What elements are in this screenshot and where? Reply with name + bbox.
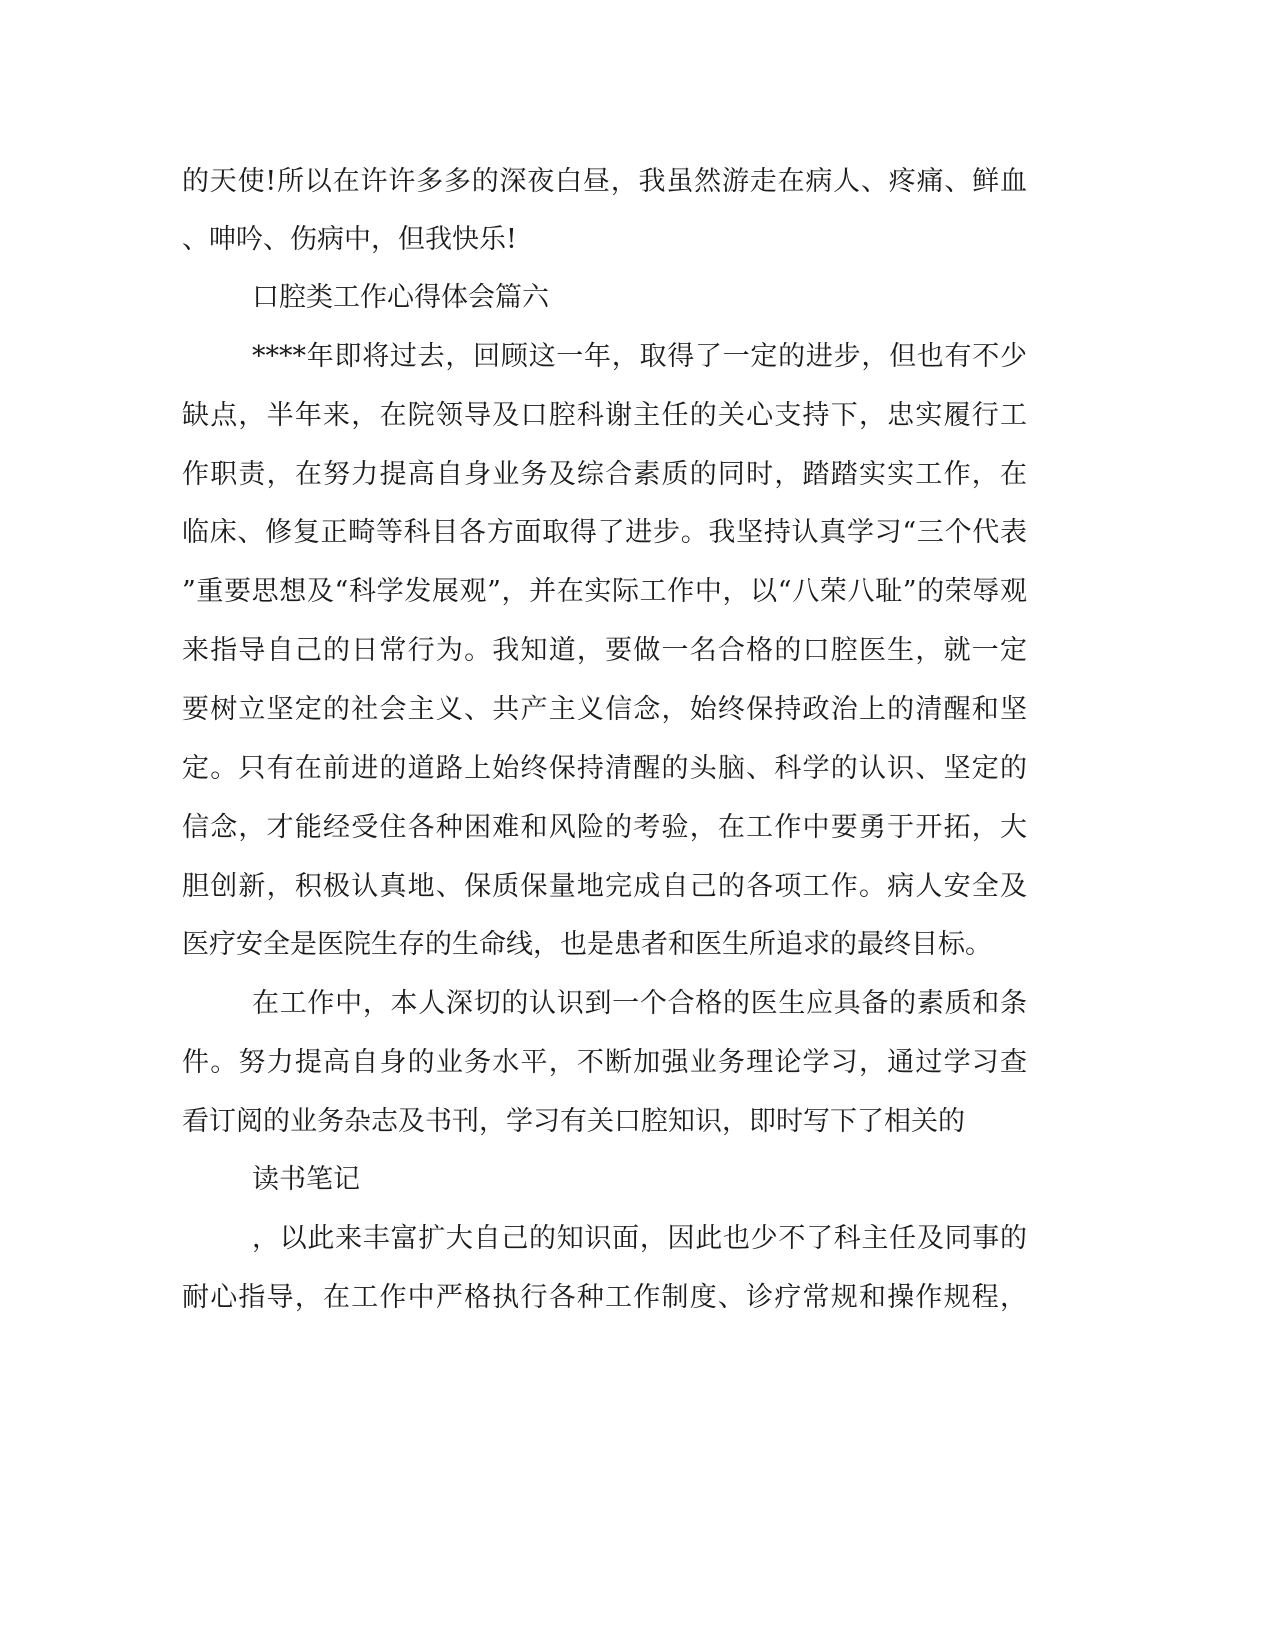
text-line: 耐心指导，在工作中严格执行各种工作制度、诊疗常规和操作规程， xyxy=(182,1282,1027,1313)
text-line: 件。努力提高自身的业务水平，不断加强业务理论学习，通过学习查 xyxy=(182,1047,1027,1078)
text-line: 看订阅的业务杂志及书刊，学习有关口腔知识，即时写下了相关的 xyxy=(182,1106,965,1137)
text-line: ，以此来丰富扩大自己的知识面，因此也少不了科主任及同事的 xyxy=(252,1223,1027,1254)
text-line: 医疗安全是医院生存的生命线，也是患者和医生所追求的最终目标。 xyxy=(182,929,992,960)
text-line: 、呻吟、伤病中，但我快乐! xyxy=(182,224,517,255)
section-heading: 口腔类工作心得体会篇六 xyxy=(252,282,549,313)
text-line: 作职责，在努力提高自身业务及综合素质的同时，踏踏实实工作，在 xyxy=(182,459,1027,490)
text-line: 临床、修复正畸等科目各方面取得了进步。我坚持认真学习“三个代表 xyxy=(182,517,1027,548)
text-line: ****年即将过去，回顾这一年，取得了一定的进步，但也有不少 xyxy=(252,341,1027,372)
text-line: 缺点，半年来，在院领导及口腔科谢主任的关心支持下，忠实履行工 xyxy=(182,400,1027,431)
text-line: ”重要思想及“科学发展观”，并在实际工作中，以“八荣八耻”的荣辱观 xyxy=(182,576,1027,607)
text-line: 信念，才能经受住各种困难和风险的考验，在工作中要勇于开拓，大 xyxy=(182,812,1027,843)
text-line: 读书笔记 xyxy=(252,1164,360,1195)
text-line: 来指导自己的日常行为。我知道，要做一名合格的口腔医生，就一定 xyxy=(182,635,1027,666)
text-line: 定。只有在前进的道路上始终保持清醒的头脑、科学的认识、坚定的 xyxy=(182,753,1027,784)
text-line: 胆创新，积极认真地、保质保量地完成自己的各项工作。病人安全及 xyxy=(182,871,1027,902)
text-line: 在工作中，本人深切的认识到一个合格的医生应具备的素质和条 xyxy=(252,988,1027,1019)
text-line: 的天使!所以在许许多多的深夜白昼，我虽然游走在病人、疼痛、鲜血 xyxy=(182,166,1027,197)
text-line: 要树立坚定的社会主义、共产主义信念，始终保持政治上的清醒和坚 xyxy=(182,694,1027,725)
